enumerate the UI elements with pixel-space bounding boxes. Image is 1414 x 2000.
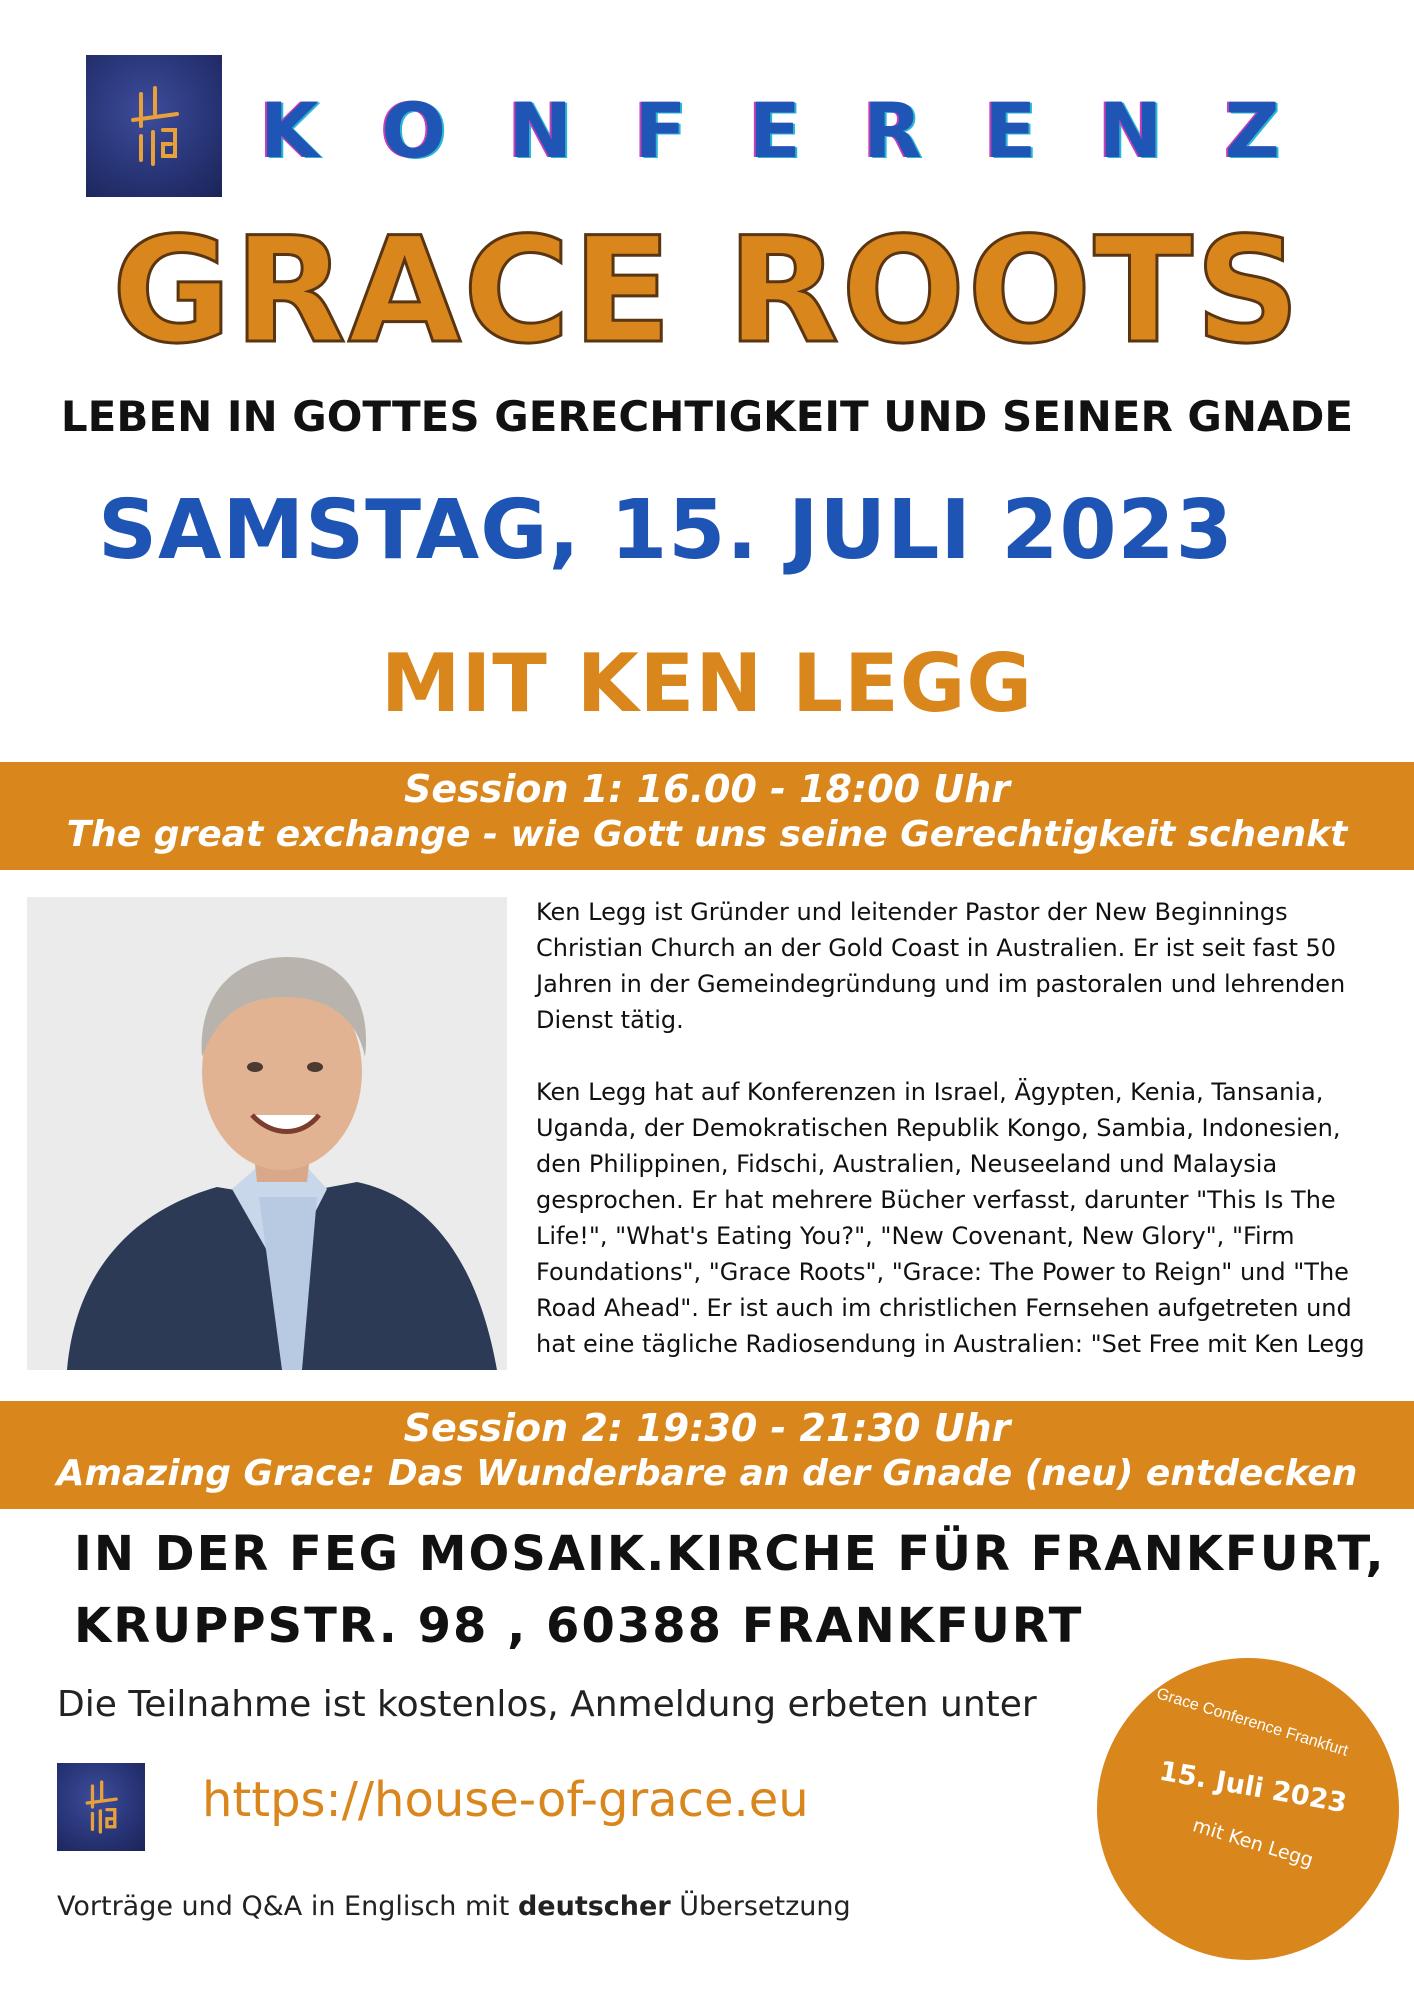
- session-2-topic: Amazing Grace: Das Wunderbare an der Gnade (neu) entdecken: [56, 1453, 1358, 1494]
- registration-link[interactable]: https://house-of-grace.eu: [202, 1772, 809, 1828]
- language-note-text: Vorträge und Q&A in Englisch mit: [57, 1891, 518, 1922]
- heading-letter: Z: [1224, 86, 1280, 175]
- speaker-line: MIT KEN LEGG: [380, 637, 1034, 730]
- logo-small: [57, 1763, 145, 1851]
- heading-letter: N: [508, 86, 573, 175]
- language-note-text: Übersetzung: [670, 1891, 851, 1922]
- language-note: [57, 1891, 851, 1922]
- heading-letter: N: [1098, 86, 1163, 175]
- session-2-time: Session 2: 19:30 - 21:30 Uhr: [403, 1406, 1011, 1450]
- venue-line-2: KRUPPSTR. 98 , 60388 FRANKFURT: [74, 1598, 1084, 1654]
- heading-letter: E: [748, 86, 801, 175]
- speaker-photo: [27, 897, 507, 1370]
- session-2-banner: [0, 1401, 1414, 1509]
- speaker-portrait-icon: [27, 897, 507, 1370]
- language-note-emphasis: deutscher: [517, 1891, 671, 1922]
- bio-paragraph: Ken Legg ist Gründer und leitender Pastor der New Beginnings Christian Church an der Gold Coast in Australien. Er ist seit fast 50 Jahren in der Gemeindegründung und im pastoralen und lehrenden Dienst tätig.: [536, 898, 1346, 1034]
- stamp-speaker: mit Ken Legg: [1190, 1814, 1316, 1872]
- event-subtitle: LEBEN IN GOTTES GERECHTIGKEIT UND SEINER GNADE: [60, 392, 1354, 441]
- stamp-date: 15. Juli 2023: [1156, 1755, 1350, 1820]
- venue-address: [74, 1518, 1386, 1662]
- session-1-banner: [0, 762, 1414, 870]
- speaker-bio: [536, 894, 1386, 1398]
- registration-text: Die Teilnahme ist kostenlos, Anmeldung erbeten unter: [57, 1684, 1037, 1725]
- heading-letter: O: [381, 86, 446, 175]
- event-date: SAMSTAG, 15. JULI 2023: [98, 483, 1234, 578]
- logo-mark-icon: [78, 1780, 124, 1834]
- bio-paragraph: Ken Legg hat auf Konferenzen in Israel, Ägypten, Kenia, Tansania, Uganda, der Demokratischen Republik Kongo, Sambia, Indonesien, den Philippinen, Fidschi, Australien, Neuseeland und Malaysia gesprochen. Er hat mehrere Bücher verfasst, darunter "This Is The Life!", "What's Eating You?", "New Covenant, New Glory", "Firm Foundations", "Grace Roots", "Grace: The Power to Reign" und "The Road Ahead". Er ist auch im christlichen Fernsehen aufgetreten und hat eine tägliche Radiosendung in Australien: "Set Free mit Ken Legg: [536, 1078, 1365, 1358]
- venue-line-1: IN DER FEG MOSAIK.KIRCHE FÜR FRANKFURT,: [74, 1526, 1386, 1582]
- session-1-time: Session 1: 16.00 - 18:00 Uhr: [404, 767, 1010, 811]
- heading-letter: R: [863, 86, 922, 175]
- heading-letter: E: [984, 86, 1037, 175]
- logo: [86, 55, 222, 197]
- session-1-topic: The great exchange - wie Gott uns seine Gerechtigkeit schenkt: [66, 814, 1348, 855]
- heading-letter: K: [260, 86, 319, 175]
- heading-letter: F: [634, 86, 687, 175]
- event-title: GRACE ROOTS: [111, 206, 1303, 376]
- date-stamp: [1097, 1658, 1399, 1960]
- stamp-arc-text: Grace Conference Frankfurt: [1154, 1685, 1350, 1760]
- conference-heading: [260, 86, 1280, 175]
- logo-mark-icon: [119, 86, 189, 166]
